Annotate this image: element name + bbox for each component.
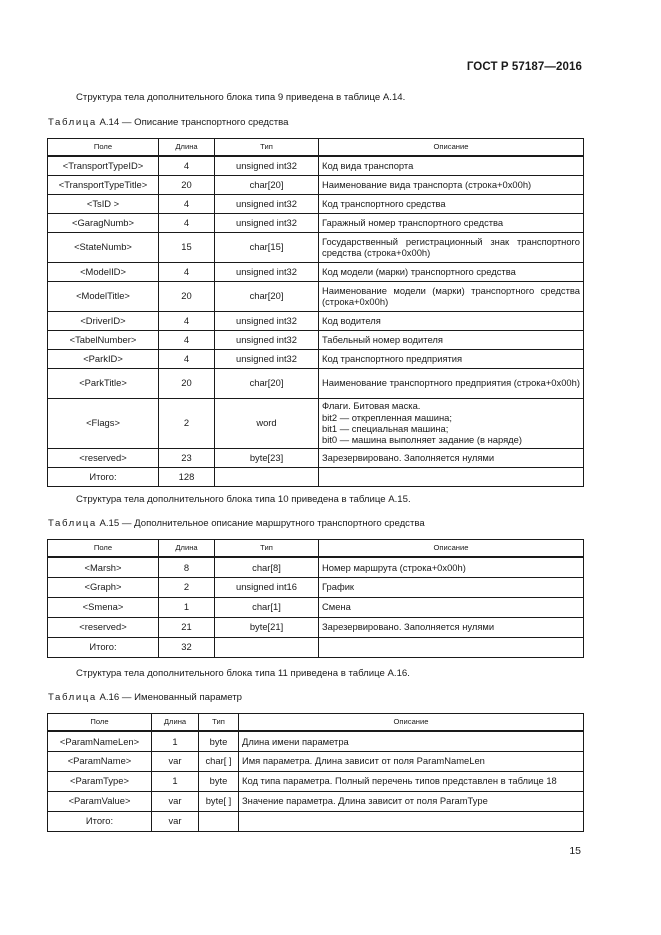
cell-field: <TsID > [48, 194, 159, 213]
table-row [48, 262, 584, 281]
cell-description: Наименование транспортного предприятия (строка+0x00h) [319, 368, 584, 398]
cell-description: Код модели (марки) транспортного средства [319, 262, 584, 281]
cell-description: Код водителя [319, 311, 584, 330]
cell-type: unsigned int32 [215, 330, 319, 349]
cell-description [239, 811, 584, 831]
cell-field: <reserved> [48, 448, 159, 467]
header-type: Тип [215, 139, 319, 157]
intro-table-a14: Структура тела дополнительного блока типа 9 приведена в таблице А.14. [76, 92, 406, 103]
table-a16-body [48, 731, 584, 831]
cell-description: Наименование модели (марки) транспортного средства (строка+0x00h) [319, 281, 584, 311]
table-row [48, 311, 584, 330]
cell-type: char[8] [215, 557, 319, 577]
cell-type: char[20] [215, 281, 319, 311]
header-field: Поле [48, 139, 159, 157]
cell-length: 4 [159, 262, 215, 281]
table-row [48, 811, 584, 831]
cell-field: <Graph> [48, 577, 159, 597]
caption-table-a15 [48, 518, 425, 529]
cell-type [215, 467, 319, 486]
caption-text: А.14 — Описание транспортного средства [96, 117, 289, 128]
cell-field: <StateNumb> [48, 232, 159, 262]
table-row [48, 751, 584, 771]
cell-type: char[1] [215, 597, 319, 617]
cell-description: Код транспортного средства [319, 194, 584, 213]
cell-description: Код транспортного предприятия [319, 349, 584, 368]
cell-length: 128 [159, 467, 215, 486]
cell-field: Итого: [48, 637, 159, 657]
cell-length: 1 [152, 731, 199, 751]
cell-type: unsigned int32 [215, 262, 319, 281]
cell-length: var [152, 751, 199, 771]
cell-field: <ParamType> [48, 771, 152, 791]
cell-field: Итого: [48, 811, 152, 831]
cell-field: <TransportTypeTitle> [48, 175, 159, 194]
cell-length: 32 [159, 637, 215, 657]
cell-type: unsigned int32 [215, 194, 319, 213]
cell-type: byte[ ] [199, 791, 239, 811]
cell-description [319, 637, 584, 657]
cell-length: 4 [159, 194, 215, 213]
caption-label: Таблица [48, 518, 97, 529]
cell-type: word [215, 398, 319, 448]
table-row [48, 232, 584, 262]
table-row [48, 398, 584, 448]
header-type: Тип [199, 714, 239, 732]
description-line: bit1 — специальная машина; [322, 423, 449, 434]
table-a14 [47, 138, 584, 487]
cell-description: Гаражный номер транспортного средства [319, 213, 584, 232]
table-row [48, 213, 584, 232]
cell-field: <ModelTitle> [48, 281, 159, 311]
table-a15-body [48, 557, 584, 657]
table-row [48, 368, 584, 398]
cell-length: 20 [159, 175, 215, 194]
cell-type: char[20] [215, 175, 319, 194]
cell-field: <TabelNumber> [48, 330, 159, 349]
cell-length: 23 [159, 448, 215, 467]
cell-length: 4 [159, 156, 215, 175]
intro-table-a16: Структура тела дополнительного блока типа 11 приведена в таблице А.16. [76, 668, 410, 679]
header-length: Длина [152, 714, 199, 732]
cell-type: byte[23] [215, 448, 319, 467]
header-description: Описание [239, 714, 584, 732]
cell-type [199, 811, 239, 831]
cell-length: 2 [159, 398, 215, 448]
table-row [48, 448, 584, 467]
description-line: bit0 — машина выполняет задание (в наряде) [322, 434, 522, 446]
cell-length: 20 [159, 368, 215, 398]
cell-description: Государственный регистрационный знак транспортного средства (строка+0x00h) [319, 232, 584, 262]
cell-description [319, 467, 584, 486]
cell-type: unsigned int32 [215, 213, 319, 232]
cell-length: 1 [159, 597, 215, 617]
cell-description: Зарезервировано. Заполняется нулями [319, 448, 584, 467]
table-row [48, 791, 584, 811]
table-a15-header [48, 540, 584, 558]
table-row [48, 281, 584, 311]
cell-length: 4 [159, 349, 215, 368]
cell-length: var [152, 791, 199, 811]
cell-description: Номер маршрута (строка+0x00h) [319, 557, 584, 577]
table-row [48, 467, 584, 486]
table-row [48, 330, 584, 349]
cell-length: 4 [159, 213, 215, 232]
cell-description: Значение параметра. Длина зависит от поля ParamType [239, 791, 584, 811]
cell-field: <Marsh> [48, 557, 159, 577]
cell-length: 15 [159, 232, 215, 262]
table-row [48, 637, 584, 657]
cell-description: Смена [319, 597, 584, 617]
cell-type: char[15] [215, 232, 319, 262]
table-row [48, 617, 584, 637]
table-row [48, 597, 584, 617]
cell-length: 8 [159, 557, 215, 577]
cell-type: char[20] [215, 368, 319, 398]
caption-table-a16 [48, 692, 242, 703]
cell-field: <ParamValue> [48, 791, 152, 811]
header-length: Длина [159, 139, 215, 157]
header-type: Тип [215, 540, 319, 558]
cell-field: <GaragNumb> [48, 213, 159, 232]
cell-length: 1 [152, 771, 199, 791]
cell-description: Длина имени параметра [239, 731, 584, 751]
header-field: Поле [48, 540, 159, 558]
table-row [48, 731, 584, 751]
cell-field: <ParamNameLen> [48, 731, 152, 751]
cell-field: <ModelID> [48, 262, 159, 281]
cell-description: Зарезервировано. Заполняется нулями [319, 617, 584, 637]
cell-type: char[ ] [199, 751, 239, 771]
description-line: Флаги. Битовая маска. [322, 400, 421, 412]
header-field: Поле [48, 714, 152, 732]
caption-label: Таблица [48, 117, 97, 128]
cell-field: <ParamName> [48, 751, 152, 771]
table-row [48, 156, 584, 175]
caption-text: А.15 — Дополнительное описание маршрутного транспортного средства [96, 518, 425, 529]
header-length: Длина [159, 540, 215, 558]
header-description: Описание [319, 540, 584, 558]
table-a15 [47, 539, 584, 658]
page-number: 15 [569, 845, 581, 857]
table-row [48, 557, 584, 577]
cell-type: byte[21] [215, 617, 319, 637]
table-row [48, 577, 584, 597]
document-code: ГОСТ Р 57187—2016 [466, 61, 582, 73]
cell-field: <ParkID> [48, 349, 159, 368]
header-description: Описание [319, 139, 584, 157]
cell-type: byte [199, 771, 239, 791]
cell-field: <reserved> [48, 617, 159, 637]
cell-description [319, 398, 584, 448]
cell-type: unsigned int32 [215, 156, 319, 175]
cell-description: Имя параметра. Длина зависит от поля ParamNameLen [239, 751, 584, 771]
cell-description: Код типа параметра. Полный перечень типов представлен в таблице 18 [239, 771, 584, 791]
cell-type: byte [199, 731, 239, 751]
cell-description: Наименование вида транспорта (строка+0x00h) [319, 175, 584, 194]
cell-field: <ParkTitle> [48, 368, 159, 398]
cell-field: <Flags> [48, 398, 159, 448]
cell-type: unsigned int16 [215, 577, 319, 597]
cell-length: 21 [159, 617, 215, 637]
table-a16-header [48, 714, 584, 732]
table-a16 [47, 713, 584, 832]
table-a14-header [48, 139, 584, 157]
cell-length: 2 [159, 577, 215, 597]
cell-description: График [319, 577, 584, 597]
table-a14-body [48, 156, 584, 486]
table-row [48, 175, 584, 194]
description-line: bit2 — открепленная машина; [322, 411, 452, 423]
cell-length: 4 [159, 311, 215, 330]
cell-description: Табельный номер водителя [319, 330, 584, 349]
cell-field: <DriverID> [48, 311, 159, 330]
table-row [48, 771, 584, 791]
cell-length: var [152, 811, 199, 831]
cell-length: 20 [159, 281, 215, 311]
cell-type: unsigned int32 [215, 349, 319, 368]
caption-label: Таблица [48, 692, 97, 703]
cell-type [215, 637, 319, 657]
cell-description: Код вида транспорта [319, 156, 584, 175]
caption-table-a14 [48, 117, 288, 128]
table-row [48, 349, 584, 368]
intro-table-a15: Структура тела дополнительного блока типа 10 приведена в таблице А.15. [76, 494, 411, 505]
cell-field: <TransportTypeID> [48, 156, 159, 175]
caption-text: А.16 — Именованный параметр [96, 692, 242, 703]
table-row [48, 194, 584, 213]
cell-field: Итого: [48, 467, 159, 486]
cell-length: 4 [159, 330, 215, 349]
cell-field: <Smena> [48, 597, 159, 617]
cell-type: unsigned int32 [215, 311, 319, 330]
